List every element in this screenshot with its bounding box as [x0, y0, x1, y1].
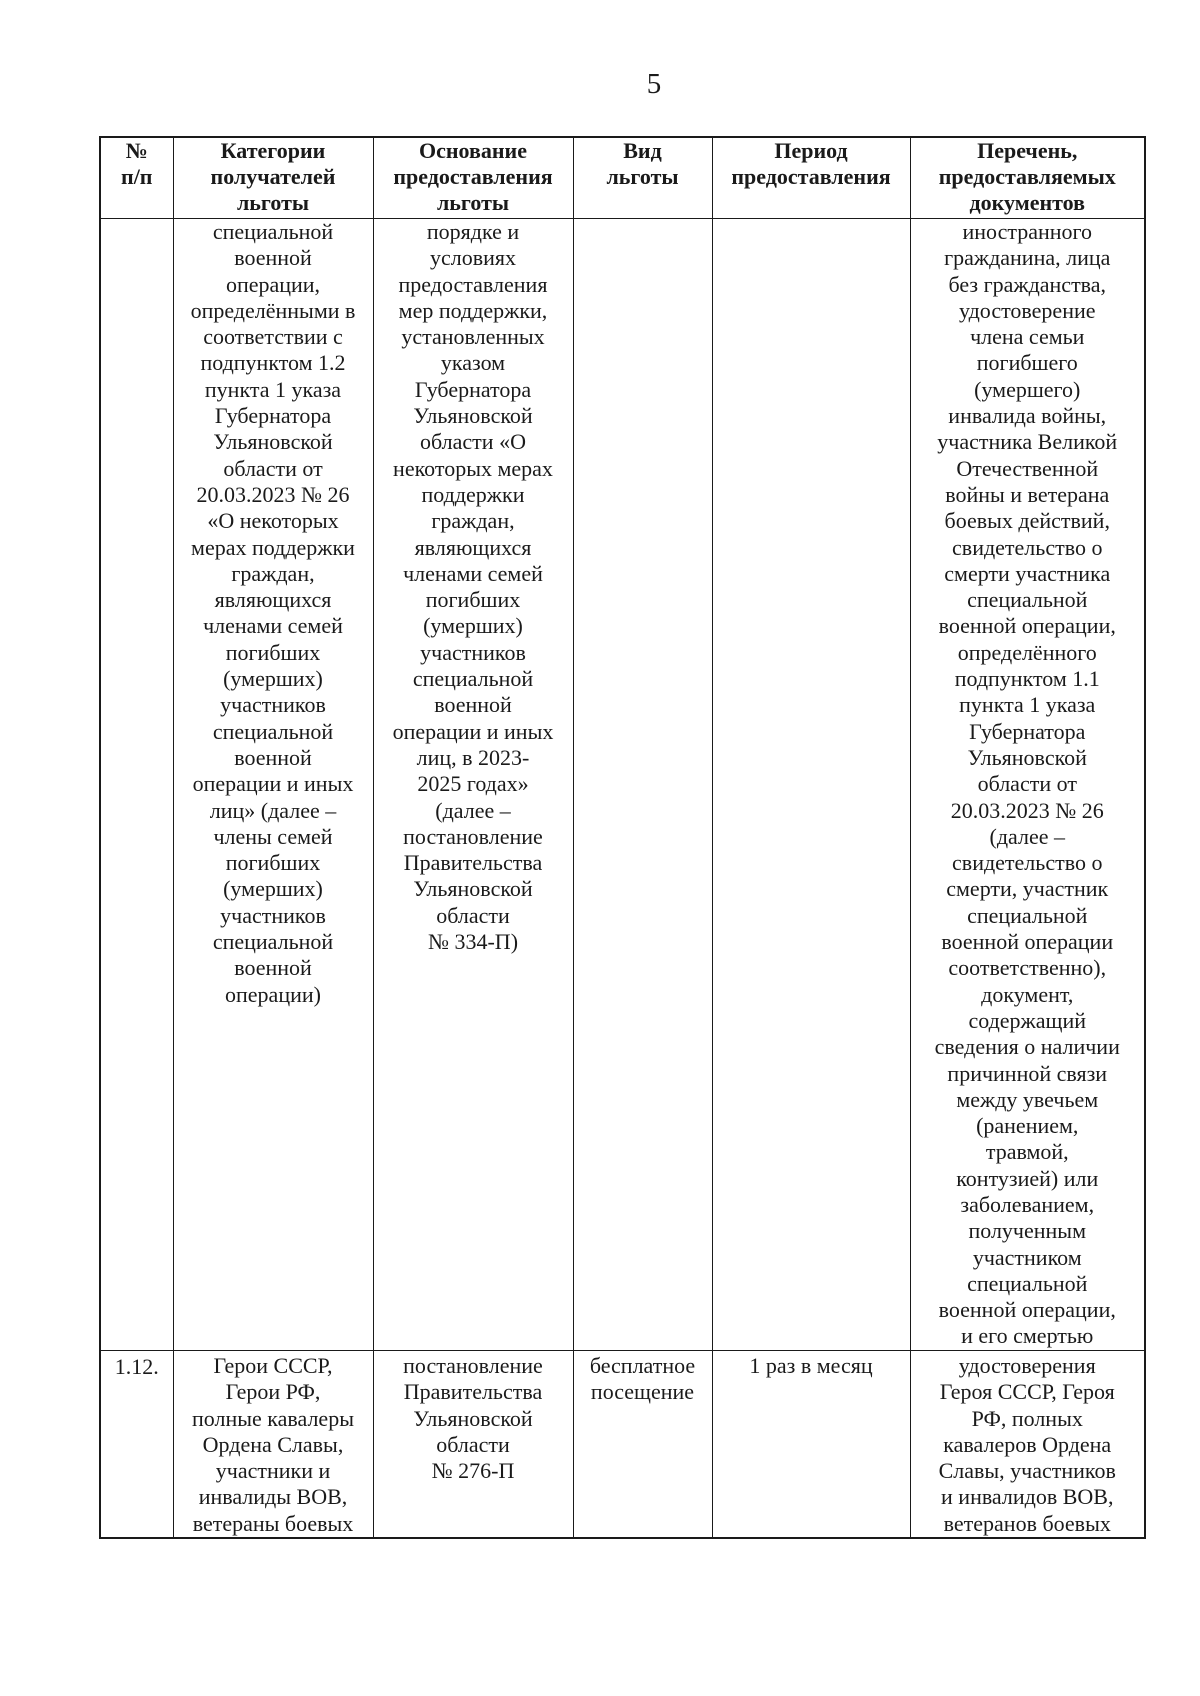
header-number	[100, 137, 173, 219]
period-cell	[712, 219, 910, 1351]
table-header	[100, 137, 1145, 219]
header-documents	[910, 137, 1145, 219]
documents-cell	[910, 219, 1145, 1351]
header-period-text: Период предоставления	[731, 138, 891, 189]
header-row	[100, 137, 1145, 219]
row-number-cell	[100, 219, 173, 1351]
page-number: 5	[646, 68, 662, 100]
benefit-type-text: бесплатное посещение	[589, 1353, 696, 1405]
header-number-text: № п/п	[121, 138, 153, 189]
basis-cell	[373, 219, 573, 1351]
benefit-type-cell	[573, 219, 712, 1351]
benefit-type-cell	[573, 1351, 712, 1539]
table-row	[100, 1351, 1145, 1539]
header-documents-text: Перечень, предоставляемых документов	[938, 138, 1116, 215]
documents-text: иностранного гражданина, лица без гражданства, удостоверение члена семьи погибшего (умершего) инвалида войны, участника Великой Отечественной войны и ветерана боевых действий, свидетельство о смерти участника специальной военной операции, определённого подпунктом 1.1 пункта 1 указа Губернатора Ульяновской области от 20.03.2023 № 26 (далее – свидетельство о смерти, участник специальной военной операции соответственно), документ, содержащий сведения о наличии причинной связи между увечьем (ранением, травмой, контузией) или заболеванием, полученным участником специальной военной операции, и его смертью	[934, 219, 1120, 1349]
basis-cell	[373, 1351, 573, 1539]
documents-cell	[910, 1351, 1145, 1539]
row-number-cell	[100, 1351, 173, 1539]
table-body	[100, 219, 1145, 1539]
documents-text: удостоверения Героя СССР, Героя РФ, полных кавалеров Ордена Славы, участников и инвалидов ВОВ, ветеранов боевых	[938, 1353, 1116, 1536]
period-cell	[712, 1351, 910, 1539]
category-cell	[173, 219, 373, 1351]
basis-text: постановление Правительства Ульяновской области № 276-П	[403, 1353, 543, 1484]
row-number: 1.12.	[114, 1354, 159, 1379]
benefits-table	[99, 136, 1146, 1539]
header-category-text: Категории получателей льготы	[210, 138, 336, 215]
header-basis-text: Основание предоставления льготы	[393, 138, 553, 215]
header-benefit-type	[573, 137, 712, 219]
period-text: 1 раз в месяц	[749, 1353, 873, 1378]
category-text: Герои СССР, Герои РФ, полные кавалеры Ордена Славы, участники и инвалиды ВОВ, ветераны боевых	[192, 1353, 354, 1536]
header-benefit-type-text: Вид льготы	[606, 138, 679, 189]
header-period	[712, 137, 910, 219]
category-text: специальной военной операции, определёнными в соответствии с подпунктом 1.2 пункта 1 указа Губернатора Ульяновской области от 20.03.2023 № 26 «О некоторых мерах поддержки граждан, являющихся членами семей погибших (умерших) участников специальной военной операции и иных лиц» (далее – члены семей погибших (умерших) участников специальной военной операции)	[190, 219, 356, 1007]
category-cell	[173, 1351, 373, 1539]
header-category	[173, 137, 373, 219]
basis-text: порядке и условиях предоставления мер поддержки, установленных указом Губернатора Ульяновской области «О некоторых мерах поддержки граждан, являющихся членами семей погибших (умерших) участников специальной военной операции и иных лиц, в 2023- 2025 годах» (далее – постановление Правительства Ульяновской области № 334-П)	[392, 219, 554, 955]
table-row	[100, 219, 1145, 1351]
header-basis	[373, 137, 573, 219]
